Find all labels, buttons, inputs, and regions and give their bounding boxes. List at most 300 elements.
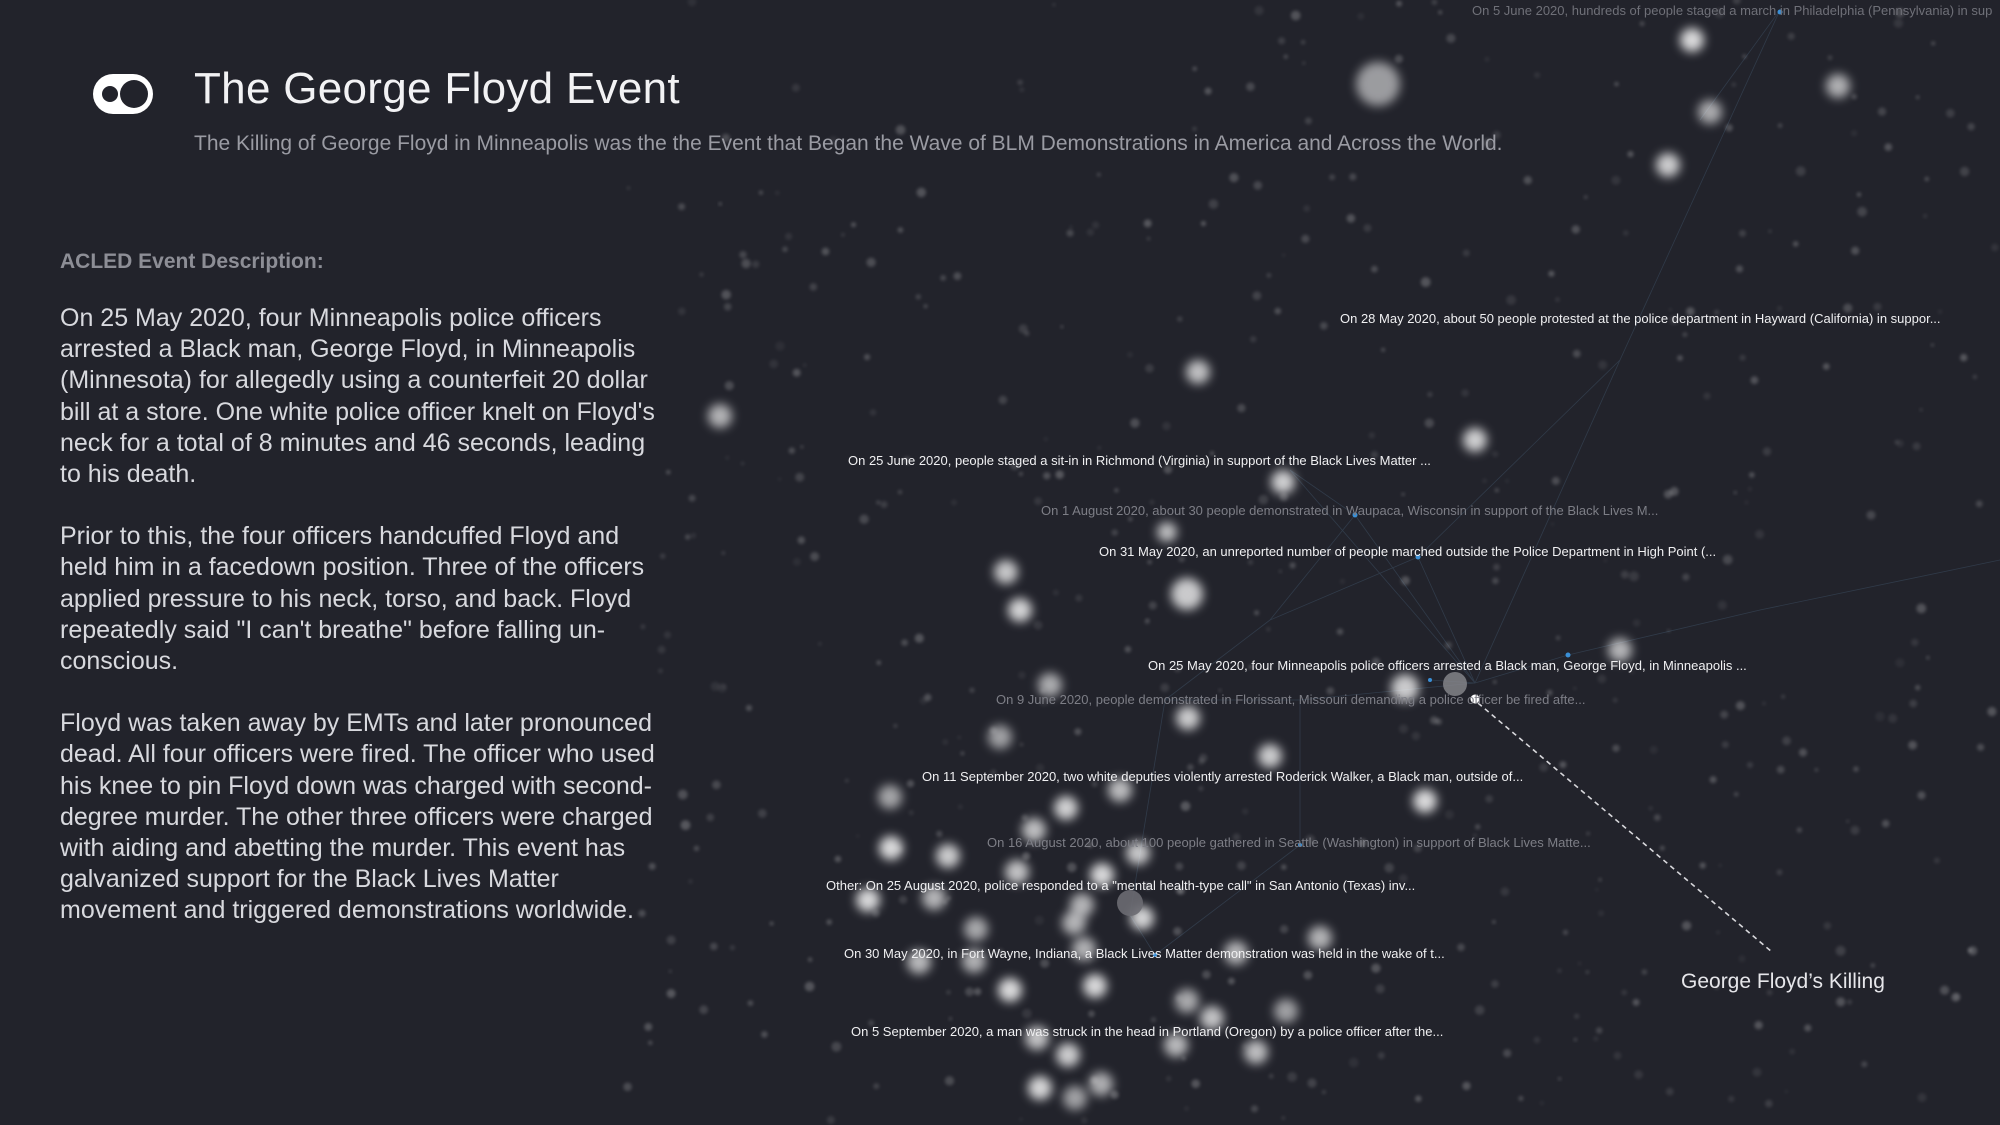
background-node [1888,714,1897,723]
background-node [1191,1079,1200,1088]
background-node [1732,82,1737,87]
background-node [1873,303,1881,311]
background-node [1604,559,1607,562]
background-node [909,810,914,815]
background-node [818,642,822,646]
background-node [1719,864,1722,867]
background-node [1144,219,1152,227]
background-node [1718,601,1727,610]
background-node [1356,62,1400,106]
background-node [719,202,722,205]
description-paragraph: Prior to this, the four officers handcuffed Floyd and held him in a facedown position. Three of the officers applied pressure to his neck, torso, and back. Floyd repeatedly said "I can't breathe" before falling un-conscious. [60,522,645,676]
background-node [1815,768,1819,772]
background-node [623,1083,632,1092]
background-node [1347,214,1356,223]
background-node [1087,228,1094,235]
background-node [1144,619,1149,624]
callout-leader-line [1478,703,1772,952]
background-node [1307,1078,1316,1087]
background-node [1384,863,1394,873]
background-node [1782,736,1791,745]
background-node [1322,1090,1326,1094]
background-node [795,473,804,482]
background-node [793,558,801,566]
background-node [1940,986,1949,995]
background-node [1430,716,1438,724]
background-node [1492,920,1496,924]
background-node [769,360,778,369]
background-node [1081,1117,1088,1124]
background-node [936,844,960,868]
background-node [1114,488,1118,492]
background-node [1412,732,1420,740]
background-node [1506,479,1509,482]
background-node [1823,363,1830,370]
background-node [1768,230,1771,233]
background-node [1067,863,1077,873]
background-node [1677,355,1683,361]
background-node [1923,214,1927,218]
background-node [691,533,697,539]
background-node [876,500,880,504]
description-paragraph: Floyd was taken away by EMTs and later pronounced dead. All four officers were fired. The officer who used his knee to pin Floyd down was charged with second-degree murder. The other three officers were charged with aiding and abetting the murder. This event has galvanized support for the Black Lives Matter movement and triggered demonstrations worldwide. [60,709,655,925]
background-node [1911,639,1918,646]
background-node [1413,789,1437,813]
background-node [1401,576,1410,585]
background-node [1493,564,1500,571]
background-node [1878,107,1886,115]
background-node [1371,266,1378,273]
background-node [1329,174,1335,180]
background-node [1548,271,1554,277]
background-node [895,846,902,853]
background-node [1199,786,1204,791]
highlight-node [1117,890,1143,916]
background-node [878,785,902,809]
background-node [1364,224,1372,232]
background-node [1425,418,1434,427]
background-node [958,804,963,809]
background-node [810,283,818,291]
background-node [1749,472,1755,478]
eye-toggle-icon [90,68,156,120]
background-node [712,780,721,789]
background-node [1035,916,1044,925]
background-node [1396,1,1402,7]
background-node [1301,40,1306,45]
event-label[interactable]: On 16 August 2020, about 100 people gathered in Seattle (Washington) in support of Black Lives Matte... [987,835,1591,850]
background-node [1399,724,1408,733]
background-node [1281,864,1286,869]
event-label[interactable]: On 31 May 2020, an unreported number of people marched outside the Police Department in High Point (... [1099,544,1717,559]
background-node [1044,437,1048,441]
background-node [1551,523,1554,526]
background-node [1539,763,1548,772]
event-label[interactable]: On 25 June 2020, people staged a sit-in in Richmond (Virginia) in support of the Black Lives Matter ... [848,453,1431,468]
background-node [793,369,801,377]
background-node [866,258,875,267]
background-node [1445,642,1452,649]
background-node [1166,1076,1172,1082]
background-node [1053,590,1059,596]
background-node [1634,1070,1643,1079]
background-node [1022,1009,1032,1019]
background-node [1171,578,1203,610]
background-node [826,919,832,925]
background-node [1147,237,1151,241]
background-node [1578,962,1581,965]
background-node [936,831,942,837]
background-node [1287,1072,1297,1082]
background-node [694,846,700,852]
background-node [1623,230,1629,236]
background-node [1017,80,1023,86]
background-node [1700,862,1706,868]
background-node [678,203,685,210]
background-node [1192,127,1197,132]
background-node [1762,702,1766,706]
background-node [1462,1082,1470,1090]
background-node [1402,493,1405,496]
background-node [1503,1049,1511,1057]
background-node [1228,978,1235,985]
background-node [718,683,727,692]
background-node [1598,675,1607,684]
background-node [1680,28,1704,52]
background-node [1248,560,1253,565]
background-node [1861,1061,1867,1067]
background-node [1918,1093,1927,1102]
background-node [678,308,686,316]
background-node [1274,999,1298,1023]
background-node [1369,432,1375,438]
background-node [778,477,782,481]
background-node [1125,646,1132,653]
background-node [1303,205,1310,212]
background-node [1485,795,1493,803]
background-node [845,779,849,783]
background-node [877,660,882,665]
background-node [1506,295,1516,305]
background-node [1633,999,1640,1006]
background-node [710,943,718,951]
background-node [1482,479,1486,483]
event-label[interactable]: Other: On 25 August 2020, police responded to a "mental health-type call" in San Antonio (Texas) inv... [826,878,1416,893]
background-node [1266,627,1270,631]
background-node [1987,707,1996,716]
background-node [1202,970,1211,979]
background-node [1909,700,1917,708]
background-node [1209,199,1219,209]
background-node [1871,963,1875,967]
background-node [1977,744,1984,751]
background-node [1851,826,1860,835]
background-node [1558,1077,1561,1080]
background-node [1284,55,1288,59]
background-node [1290,562,1296,568]
accent-node [1428,678,1432,682]
background-node [1253,291,1262,300]
background-node [1445,810,1454,819]
background-node [1349,1058,1359,1068]
background-node [1173,927,1182,936]
background-node [1018,671,1026,679]
background-node [835,856,842,863]
background-node [1518,1096,1523,1101]
background-node [1720,711,1728,719]
background-node [1176,706,1200,730]
background-node [953,272,961,280]
background-node [920,697,928,705]
background-node [759,191,763,195]
background-node [899,896,907,904]
background-node [1427,392,1432,397]
background-node [1788,33,1795,40]
background-node [917,188,927,198]
event-label[interactable]: On 30 May 2020, in Fort Wayne, Indiana, a Black Lives Matter demonstration was held in the wake of t... [844,946,1445,961]
background-node [1926,656,1929,659]
background-node [685,534,690,539]
background-node [748,1000,754,1006]
background-node [872,909,880,917]
background-node [1563,930,1568,935]
background-node [1739,230,1746,237]
background-node [1698,100,1722,124]
background-node [1028,1076,1052,1100]
background-node [1664,490,1673,499]
background-node [924,304,928,308]
background-node [1062,911,1086,935]
background-node [1621,990,1627,996]
background-node [1734,491,1737,494]
background-node [1349,173,1356,180]
background-node [1951,993,1960,1002]
background-node [1555,297,1560,302]
background-node [827,1116,835,1124]
background-node [1074,728,1081,735]
background-node [1740,355,1746,361]
background-node [1896,440,1903,447]
background-node [1181,801,1191,811]
background-node [864,354,870,360]
background-node [1090,1076,1098,1084]
background-node [1056,1043,1080,1067]
background-node [1395,55,1403,63]
background-node [800,445,803,448]
background-node [1846,820,1849,823]
background-node [1640,21,1645,26]
background-node [1182,1056,1186,1060]
background-node [994,560,1018,584]
background-node [1754,1021,1762,1029]
background-node [1067,230,1074,237]
background-node [1763,447,1771,455]
event-label[interactable]: On 11 September 2020, two white deputies violently arrested Roderick Walker, a Black man, outside of... [922,769,1524,784]
background-node [1237,404,1245,412]
background-node [974,988,981,995]
background-node [1778,123,1783,128]
background-node [1438,10,1442,14]
description-paragraph: On 25 May 2020, four Minneapolis police officers arrested a Black man, George Floyd, in Minneapolis (Minnesota) for allegedly using a counterfeit 20 dollar bill at a store. One white police officer knelt on Floyd's neck for a total of 8 minutes and 46 seconds, leading to his death. [60,304,655,489]
background-node [998,978,1022,1002]
background-node [808,957,813,962]
background-node [1991,244,1998,251]
background-node [1913,442,1921,450]
background-node [1371,964,1380,973]
background-node [1853,766,1859,772]
background-node [1852,94,1857,99]
background-node [1593,1036,1598,1041]
background-node [1192,67,1197,72]
background-node [1019,1118,1022,1121]
background-node [1097,173,1101,177]
background-node [1736,701,1745,710]
background-node [1755,530,1764,539]
background-node [1682,574,1689,581]
background-node [1463,428,1487,452]
background-node [1916,604,1926,614]
background-node [1524,176,1532,184]
background-node [945,1076,954,1085]
background-node [1725,124,1733,132]
background-node [699,272,703,276]
event-label[interactable]: On 9 June 2020, people demonstrated in Florissant, Missouri demanding a police officer be fired afte... [996,692,1586,707]
background-node [1160,683,1169,692]
background-node [1034,621,1043,630]
background-node [1574,1014,1579,1019]
background-node [1381,348,1385,352]
background-node [1021,814,1027,820]
background-node [722,551,726,555]
description-label: ACLED Event Description: [60,250,324,273]
background-node [730,945,735,950]
background-node [1586,970,1590,974]
background-node [1457,944,1465,952]
background-node [841,233,845,237]
background-node [1491,980,1499,988]
background-node [1851,247,1859,255]
background-node [644,1023,652,1031]
background-node [1925,177,1930,182]
background-node [1019,472,1023,476]
background-node [1020,743,1024,747]
background-node [1282,253,1285,256]
event-label[interactable]: On 5 June 2020, hundreds of people staged a march in Philadelphia (Pennsylvania) in sup [1472,3,1993,18]
background-node [881,501,888,508]
background-node [1967,123,1974,130]
background-node [1650,746,1658,754]
background-node [1205,88,1212,95]
background-node [681,820,691,830]
background-node [1627,151,1633,157]
background-node [688,0,697,6]
background-node [1797,827,1802,832]
background-node [1175,994,1182,1001]
accent-node [1566,653,1571,658]
background-node [770,922,774,926]
background-node [1421,277,1431,287]
background-node [940,275,946,281]
background-node [803,364,806,367]
background-node [1728,1096,1734,1102]
background-node [1198,758,1205,765]
background-node [1280,493,1288,501]
background-node [1534,72,1540,78]
background-node [965,987,974,996]
event-label[interactable]: On 28 May 2020, about 50 people protested at the police department in Hayward (California) in suppor... [1340,311,1941,326]
background-node [1753,1068,1762,1077]
background-node [1793,241,1799,247]
background-node [1751,376,1759,384]
background-node [1973,375,1977,379]
background-node [1340,579,1345,584]
background-node [689,495,696,502]
background-node [1157,522,1177,542]
background-node [1777,869,1783,875]
background-node [1744,500,1748,504]
background-node [1572,225,1580,233]
background-node [1596,1027,1602,1033]
background-node [1736,265,1743,272]
background-node [1304,971,1313,980]
background-node [1633,619,1640,626]
background-node [1968,948,1972,952]
background-node [1501,887,1510,896]
background-node [1008,598,1032,622]
background-node [1614,1052,1622,1060]
background-node [1461,389,1469,397]
page-title: The George Floyd Event [194,64,680,113]
background-node [1573,350,1581,358]
event-label[interactable]: On 1 August 2020, about 30 people demonstrated in Waupaca, Wisconsin in support of the Black Lives M... [1041,503,1659,518]
background-node [1765,1100,1773,1108]
background-node [1612,745,1619,752]
background-node [1824,922,1832,930]
background-node [725,381,734,390]
background-node [1092,221,1099,228]
background-node [785,233,792,240]
background-node [1151,1017,1157,1023]
background-node [752,261,759,268]
background-node [1574,1038,1577,1041]
background-node [1723,555,1733,565]
background-node [1242,1043,1249,1050]
background-node [1019,324,1028,333]
background-node [1147,560,1152,565]
background-node [1916,95,1920,99]
background-node [1613,698,1618,703]
background-node [1149,601,1157,609]
background-node [1052,3,1055,6]
background-node [1722,741,1729,748]
background-node [915,634,924,643]
background-node [775,341,784,350]
background-node [1931,343,1934,346]
background-node [1302,62,1305,65]
background-node [1022,852,1030,860]
event-label[interactable]: On 25 May 2020, four Minneapolis police officers arrested a Black man, George Floyd, in Minneapolis ... [1148,658,1747,673]
background-node [1796,166,1806,176]
background-node [1682,921,1691,930]
background-node [1184,1106,1189,1111]
background-node [648,1041,652,1045]
event-label[interactable]: On 5 September 2020, a man was struck in the head in Portland (Oregon) by a police officer after the... [851,1024,1444,1039]
background-node [1301,235,1309,243]
background-node [1357,13,1364,20]
background-node [1278,37,1285,44]
background-node [805,982,815,992]
background-node [859,515,868,524]
